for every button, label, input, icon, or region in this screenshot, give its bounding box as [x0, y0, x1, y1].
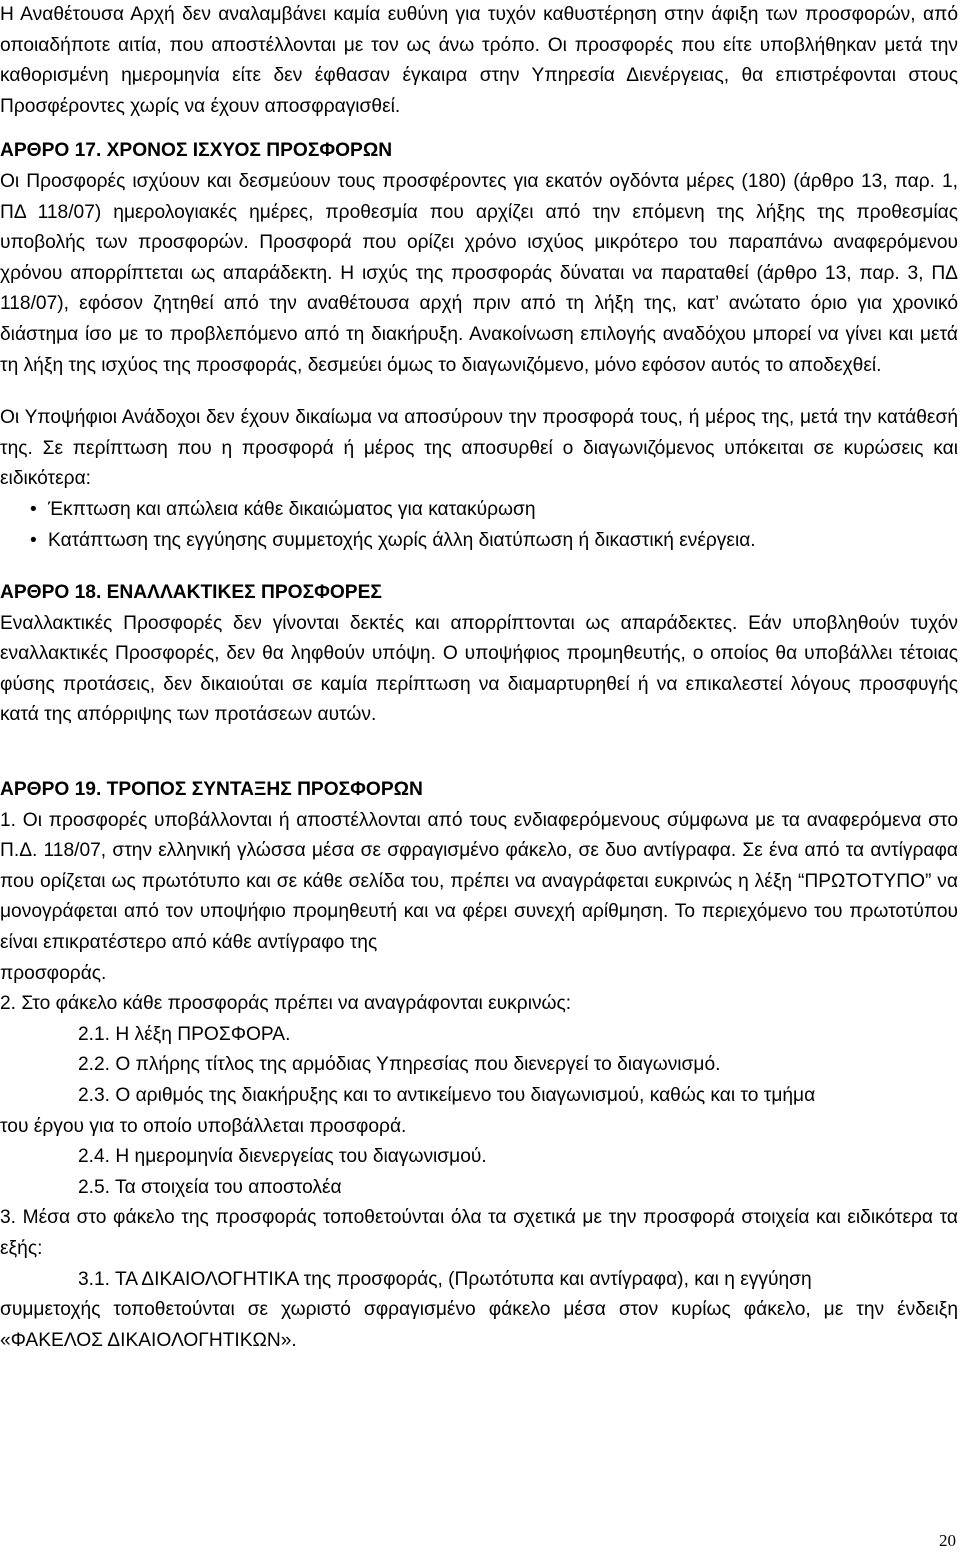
list-item-text: Έκπτωση και απώλεια κάθε δικαιώματος για κατακύρωση [48, 498, 536, 520]
article-19-paragraph-2: 2. Στο φάκελο κάθε προσφοράς πρέπει να αναγράφονται ευκρινώς: [0, 993, 572, 1015]
spacer [0, 122, 958, 136]
article-19-heading: ΑΡΘΡΟ 19. ΤΡΟΠΟΣ ΣΥΝΤΑΞΗΣ ΠΡΟΣΦΟΡΩΝ [0, 779, 423, 801]
article-19-paragraph-1: 1. Οι προσφορές υποβάλλονται ή αποστέλλονται από τους ενδιαφερόμενους σύμφωνα με τα αναφερόμενα στο Π.Δ. 118/07, στην ελληνική γλώσσα μέσα σε σφραγισμένο φάκελο, σε δυο αντίγραφα. Σε ένα από τα αντίγραφα που ορίζεται ως πρωτότυπο και σε κάθε σελίδα του, πρέπει να αναγράφεται ευκρινώς η λέξη “ΠΡΩΤΟΤΥΠΟ” να μονογράφεται από τον υποψήφιο προμηθευτή και να φέρει συνεχή αρίθμηση. Το περιεχόμενο του πρωτοτύπου είναι επικρατέστερο από κάθε αντίγραφο της [0, 809, 958, 954]
penalty-list [0, 495, 958, 556]
article-19-paragraph-3: 3. Μέσα στο φάκελο της προσφοράς τοποθετούνται όλα τα σχετικά με την προσφορά στοιχεία και ειδικότερα τα εξής: [0, 1207, 958, 1259]
sub-item-2-3-first: 2.3. Ο αριθμός της διακήρυξης και το αντικείμενο του διαγωνισμού, καθώς και το τμήμα [78, 1085, 816, 1106]
sub-item-3-1-rest: συμμετοχής τοποθετούνται σε χωριστό σφραγισμένο φάκελο μέσα στον κυρίως φάκελο, με την ένδειξη «ΦΑΚΕΛΟΣ ΔΙΚΑΙΟΛΟΓΗΤΙΚΩΝ». [0, 1299, 958, 1351]
article-18-paragraph: Εναλλακτικές Προσφορές δεν γίνονται δεκτές και απορρίπτονται ως απαράδεκτες. Εάν υποβληθούν τυχόν εναλλακτικές Προσφορές, δεν θα ληφθούν υπόψη. Ο υποψήφιος προμηθευτής, ο οποίος θα υποβάλλει τέτοιας φύσης προτάσεις, δεν δικαιούται σε καμία περίπτωση να διαμαρτυρηθεί ή να επικαλεστεί λόγους προσφυγής κατά της απόρριψης των προτάσεων αυτών. [0, 612, 958, 726]
article-17-paragraph-1: Οι Προσφορές ισχύουν και δεσμεύουν τους προσφέροντες για εκατόν ογδόντα μέρες (180) (άρθρο 13, παρ. 1, ΠΔ 118/07) ημερολογιακές ημέρες, προθεσμία που αρχίζει από την επόμενη της λήξης της προθεσμίας υποβολής των προσφορών. Προσφορά που ορίζει χρόνο ισχύος μικρότερο του παραπάνω αναφερόμενου χρόνου απορρίπτεται ως απαράδεκτη. Η ισχύς της προσφοράς δύναται να παραταθεί (άρθρο 13, παρ. 3, ΠΔ 118/07), εφόσον ζητηθεί από την αναθέτουσα αρχή πριν από τη λήξη της, κατ’ ανώτατο όριο για χρονικό διάστημα ίσο με το προβλεπόμενο από τη διακήρυξη. Ανακοίνωση επιλογής αναδόχου μπορεί να γίνει και μετά τη λήξη της ισχύος της προσφοράς, δεσμεύει όμως το διαγωνιζόμενο, μόνο εφόσον αυτός το αποδεχθεί. [0, 170, 958, 376]
page-number: 20 [939, 1531, 956, 1550]
sub-item-3-1-first: 3.1. ΤΑ ΔΙΚΑΙΟΛΟΓΗΤΙΚΑ της προσφοράς, (Πρωτότυπα και αντίγραφα), και η εγγύηση [78, 1268, 812, 1290]
bullet-icon: • [30, 498, 37, 520]
intro-paragraph: Η Αναθέτουσα Αρχή δεν αναλαμβάνει καμία ευθύνη για τυχόν καθυστέρηση στην άφιξη των προσφορών, από οποιαδήποτε αιτία, που αποστέλλονται με τον ως άνω τρόπο. Οι προσφορές που είτε υποβλήθηκαν μετά την καθορισμένη ημερομηνία είτε δεν έφθασαν έγκαιρα στην Υπηρεσία Διενέργειας, θα επιστρέφονται στους Προσφέροντες χωρίς να έχουν αποσφραγισθεί. [0, 4, 958, 117]
sub-item-2-3-rest: του έργου για το οποίο υποβάλλεται προσφορά. [0, 1115, 407, 1137]
article-17-heading: ΑΡΘΡΟ 17. ΧΡΟΝΟΣ ΙΣΧΥΟΣ ΠΡΟΣΦΟΡΩΝ [0, 140, 393, 162]
sub-item-2-2: 2.2. Ο πλήρης τίτλος της αρμόδιας Υπηρεσίας που διενεργεί το διαγωνισμό. [78, 1054, 721, 1076]
article-18-heading: ΑΡΘΡΟ 18. ΕΝΑΛΛΑΚΤΙΚΕΣ ΠΡΟΣΦΟΡΕΣ [0, 582, 382, 604]
article-19-paragraph-1-tail: προσφοράς. [0, 962, 107, 984]
article-17-paragraph-2: Οι Υποψήφιοι Ανάδοχοι δεν έχουν δικαίωμα να αποσύρουν την προσφορά τους, ή μέρος της, μετά την κατάθεσή της. Σε περίπτωση που η προσφορά ή μέρος της αποσυρθεί ο διαγωνιζόμενος υπόκειται σε κυρώσεις και ειδικότερα: [0, 407, 958, 490]
list-item [0, 495, 958, 526]
sub-item-2-3 [0, 1081, 958, 1142]
sub-item-2-1: 2.1. Η λέξη ΠΡΟΣΦΟΡΑ. [78, 1023, 291, 1045]
sub-item-2-5: 2.5. Τα στοιχεία του αποστολέα [78, 1176, 342, 1198]
spacer [0, 731, 958, 775]
spacer [0, 556, 958, 578]
bullet-icon: • [30, 529, 37, 551]
spacer [0, 381, 958, 403]
sub-item-2-4: 2.4. Η ημερομηνία διενεργείας του διαγωνισμού. [78, 1146, 487, 1168]
list-item-text: Κατάπτωση της εγγύησης συμμετοχής χωρίς άλλη διατύπωση ή δικαστική ενέργεια. [48, 529, 756, 551]
sub-item-3-1 [0, 1265, 958, 1357]
list-item [0, 526, 958, 557]
